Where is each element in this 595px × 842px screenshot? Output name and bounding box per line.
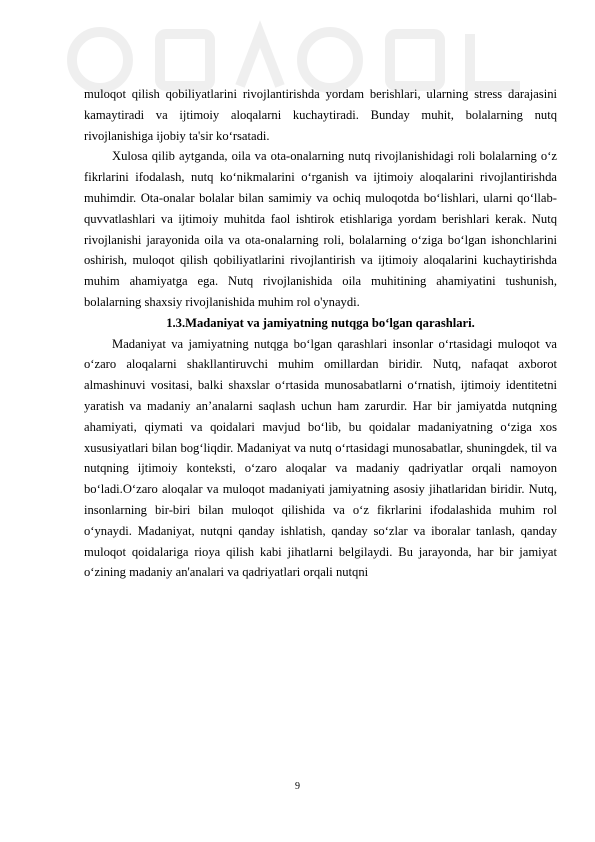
document-body xyxy=(84,84,557,583)
paragraph-continuation: muloqot qilish qobiliyatlarini rivojlantirishda yordam berishlari, ularning stress darajasini kamaytiradi va ijtimoiy aloqalarni kuchaytiradi. Bunday muhit, bolalarning nutq rivojlanishiga ijobiy ta'sir ko‘rsatadi. xyxy=(84,87,557,143)
paragraph-conclusion: Xulosa qilib aytganda, oila va ota-onalarning nutq rivojlanishidagi roli bolalarning o‘z fikrlarini ifodalash, nutq ko‘nikmalarini o‘rganish va ijtimoiy aloqalarini rivojlantirishda muhimdir. Ota-onalar bolalar bilan samimiy va ochiq muloqotda bo‘lishlari, ularni qo‘llab-quvvatlashlari va ijtimoiy muhitda faol ishtirok etishlariga yordam berishlari kerak. Nutq rivojlanishi jarayonida oila va ota-onalarning roli, bolalarning o‘ziga bo‘lgan ishonchlarini oshirish, muloqot qilish qobiliyatlarini rivojlantirish va ijtimoiy aloqalarini kuchaytirishda muhim ahamiyatga ega. Nutq rivojlanishida oila muhitining ahamiyatini tushunish, bolalarning shaxsiy rivojlanishida muhim rol o'ynaydi. xyxy=(84,149,557,309)
paragraph-culture-society: Madaniyat va jamiyatning nutqga bo‘lgan qarashlari insonlar o‘rtasidagi muloqot va o‘zaro aloqalarni shakllantiruvchi muhim omillardan biridir. Nutq, nafaqat axborot almashinuvi vositasi, balki shaxslar o‘rtasida munosabatlarni o‘rnatish, ijtimoiy identitetni yaratish va madaniy an’analarni saqlash uchun ham zarurdir. Har bir jamiyatda nutqning ahamiyati, qiymati va qoidalari mavjud bo‘lib, bu qoidalar madaniyatning o‘ziga xos xususiyatlari bilan bog‘liqdir. Madaniyat va nutq o‘rtasidagi munosabatlar, shuningdek, til va nutqning ijtimoiy konteksti, o‘zaro aloqalar va madaniy qadriyatlar orqali namoyon bo‘ladi.O‘zaro aloqalar va muloqot madaniyati jamiyatning asosiy jihatlaridan biridir. Nutq, insonlarning bir-biri bilan muloqot qilishida va o‘z fikrlarini ifodalashida muhim rol o‘ynaydi. Madaniyat, nutqni qanday ishlatish, qanday so‘zlar va iboralar tanlash, qanday muloqot qoidalariga rioya qilish kabi jihatlarni belgilaydi. Bu jarayonda, har bir jamiyat o‘zining madaniy an'analari va qadriyatlari orqali nutqni xyxy=(84,336,557,580)
section-heading: 1.3.Madaniyat va jamiyatning nutqga bo‘lgan qarashlari. xyxy=(166,315,475,330)
page-number: 9 xyxy=(295,781,300,792)
